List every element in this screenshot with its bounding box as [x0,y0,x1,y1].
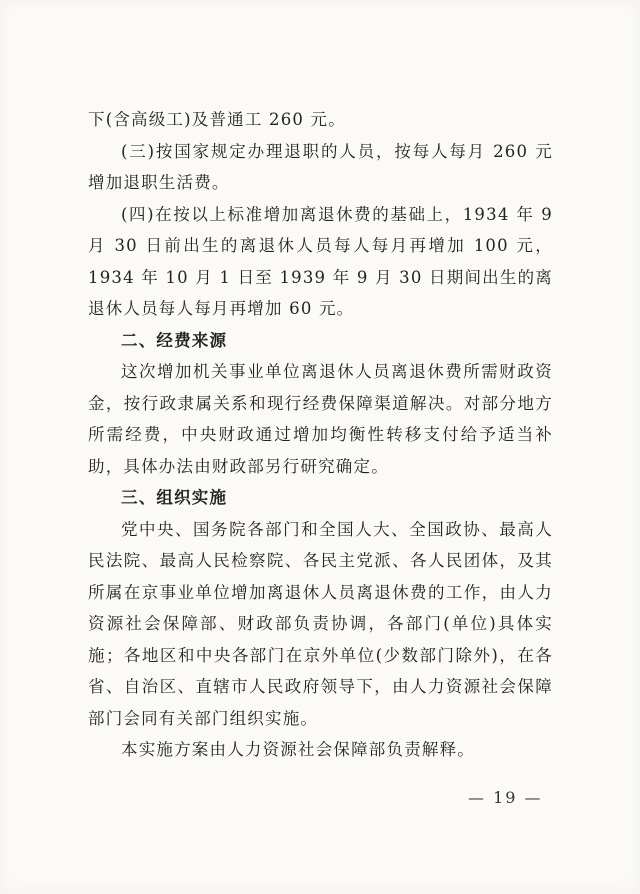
document-body [88,104,553,766]
paragraph-implementation: 党中央、国务院各部门和全国人大、全国政协、最高人民法院、最高人民检察院、各民主党派、各人民团体，及其所属在京事业单位增加离退休人员离退休费的工作，由人力资源社会保障部、财政部负责协调，各部门(单位)具体实施；各地区和中央各部门在京外单位(少数部门除外)，在各省、自治区、直辖市人民政府领导下，由人力资源社会保障部门会同有关部门组织实施。 [88,519,553,728]
paragraph-item-3: (三)按国家规定办理退职的人员，按每人每月 260 元增加退职生活费。 [88,141,553,192]
paragraph-item-4: (四)在按以上标准增加离退休费的基础上，1934 年 9 月 30 日前出生的离退休人员每人每月再增加 100 元，1934 年 10 月 1 日至 1939 年 9 月 30 日期间出生的离退休人员每人每月再增加 60 元。 [88,204,553,318]
section-heading-funding: 二、经费来源 [121,330,228,350]
page-number: — 19 — [468,788,543,807]
paragraph-continuation: 下(含高级工)及普通工 260 元。 [88,110,346,129]
paragraph-interpretation: 本实施方案由人力资源社会保障部负责解释。 [121,740,475,759]
paragraph-funding: 这次增加机关事业单位离退休人员离退休费所需财政资金，按行政隶属关系和现行经费保障渠道解决。对部分地方所需经费，中央财政通过增加均衡性转移支付给予适当补助，具体办法由财政部另行研究确定。 [88,362,553,476]
section-heading-implementation: 三、组织实施 [121,488,228,507]
